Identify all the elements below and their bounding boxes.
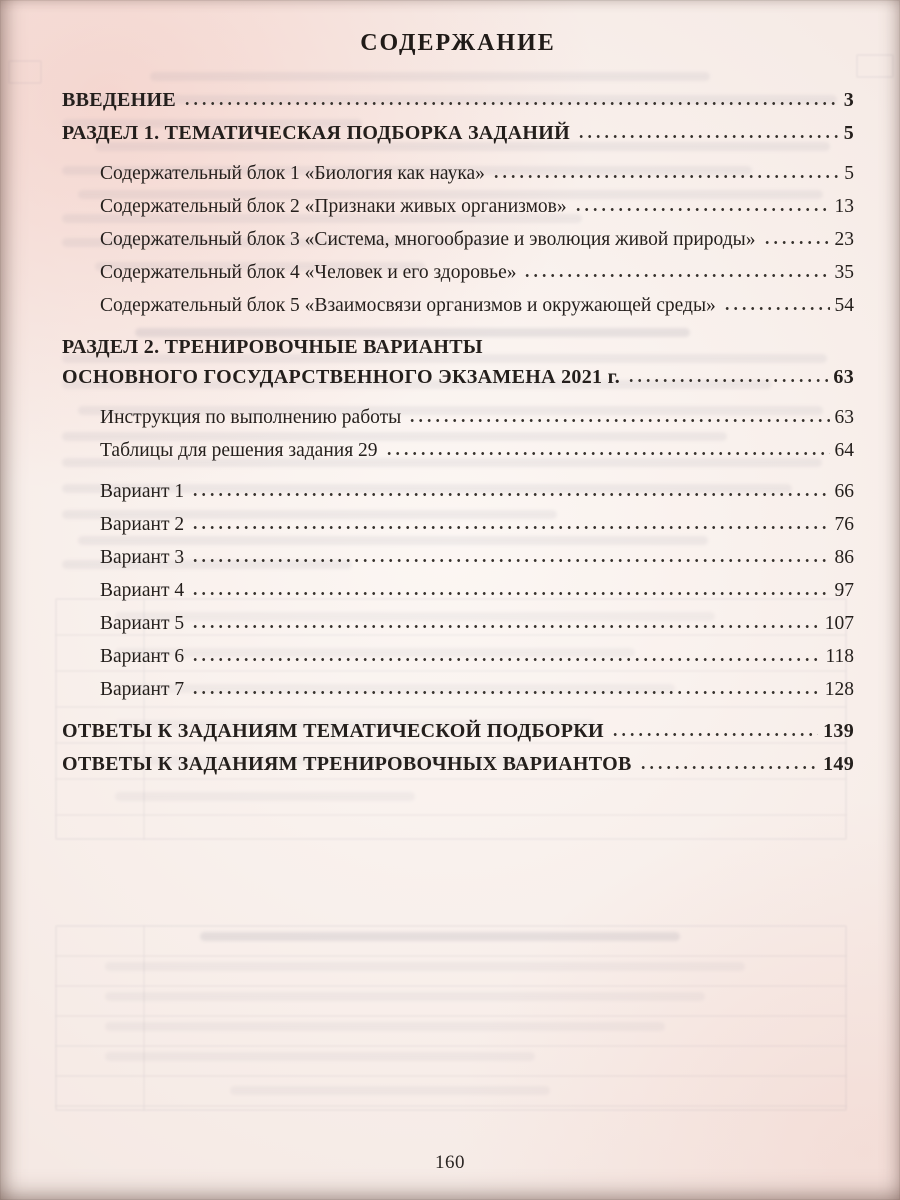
toc-entry bbox=[62, 227, 854, 253]
toc-entry-label: Вариант 4 bbox=[100, 580, 185, 601]
dot-leader bbox=[725, 306, 830, 311]
dot-leader bbox=[579, 134, 839, 139]
dot-leader bbox=[387, 451, 830, 456]
toc-entry-label: Вариант 1 bbox=[100, 481, 185, 502]
dot-leader bbox=[410, 418, 829, 423]
toc-entry-label: Вариант 5 bbox=[100, 613, 185, 634]
toc-entry-page: 13 bbox=[834, 196, 854, 217]
toc-entry bbox=[62, 194, 854, 220]
toc-entry-label: Содержательный блок 1 «Биология как наука» bbox=[100, 163, 485, 184]
toc-entry-page: 5 bbox=[843, 122, 854, 144]
toc-entry bbox=[62, 293, 854, 319]
toc-entry-page: 139 bbox=[823, 720, 854, 742]
dot-leader bbox=[613, 732, 818, 737]
dot-leader bbox=[494, 174, 839, 179]
toc-entry-label: Содержательный блок 2 «Признаки живых организмов» bbox=[100, 196, 567, 217]
toc-entry bbox=[62, 578, 854, 604]
toc-entry-page: 97 bbox=[834, 580, 854, 601]
toc-entry-label: Вариант 7 bbox=[100, 679, 185, 700]
toc-entry-page: 86 bbox=[834, 547, 854, 568]
toc-entry bbox=[62, 512, 854, 538]
toc-entry-page: 54 bbox=[834, 295, 854, 316]
toc-entry-page: 118 bbox=[825, 646, 854, 667]
dot-leader bbox=[193, 690, 820, 695]
toc-entry-label: ОТВЕТЫ К ЗАДАНИЯМ ТЕМАТИЧЕСКОЙ ПОДБОРКИ bbox=[62, 720, 604, 742]
toc-entry-label: Вариант 2 bbox=[100, 514, 185, 535]
toc-entry bbox=[62, 644, 854, 670]
toc-entry bbox=[62, 260, 854, 286]
toc-entry-page: 128 bbox=[824, 679, 854, 700]
toc-entry-label: ОТВЕТЫ К ЗАДАНИЯМ ТРЕНИРОВОЧНЫХ ВАРИАНТОВ bbox=[62, 753, 632, 775]
toc-entry-page: 35 bbox=[834, 262, 854, 283]
toc-entry bbox=[62, 479, 854, 505]
toc-entry bbox=[62, 87, 854, 113]
toc-entry bbox=[62, 334, 854, 390]
toc-entry bbox=[62, 545, 854, 571]
toc-entry-page: 66 bbox=[834, 481, 854, 502]
toc-entry bbox=[62, 161, 854, 187]
toc-list bbox=[62, 87, 854, 777]
toc-entry-label: РАЗДЕЛ 1. ТЕМАТИЧЕСКАЯ ПОДБОРКА ЗАДАНИЙ bbox=[62, 122, 570, 144]
toc-entry-label: Инструкция по выполнению работы bbox=[100, 407, 402, 428]
toc-entry-page: 23 bbox=[834, 229, 854, 250]
page-number: 160 bbox=[435, 1152, 465, 1173]
toc-entry-page: 63 bbox=[833, 366, 854, 388]
toc-entry-page: 149 bbox=[823, 753, 854, 775]
toc-entry-label: Содержательный блок 3 «Система, многообразие и эволюция живой природы» bbox=[100, 229, 756, 250]
toc-entry-label: Таблицы для решения задания 29 bbox=[100, 440, 378, 461]
toc-entry bbox=[62, 718, 854, 744]
toc-entry-page: 63 bbox=[834, 407, 854, 428]
dot-leader bbox=[185, 101, 839, 106]
dot-leader bbox=[193, 657, 820, 662]
dot-leader bbox=[193, 624, 820, 629]
dot-leader bbox=[193, 525, 829, 530]
dot-leader bbox=[765, 240, 830, 245]
dot-leader bbox=[525, 273, 829, 278]
toc-entry-line1: РАЗДЕЛ 2. ТРЕНИРОВОЧНЫЕ ВАРИАНТЫ bbox=[62, 336, 483, 358]
dot-leader bbox=[193, 558, 829, 563]
toc-entry bbox=[62, 751, 854, 777]
toc-entry-page: 64 bbox=[834, 440, 854, 461]
toc-entry bbox=[62, 120, 854, 146]
toc-entry bbox=[62, 611, 854, 637]
toc-entry-page: 107 bbox=[824, 613, 854, 634]
toc-entry-label: Вариант 6 bbox=[100, 646, 185, 667]
toc-entry-page: 5 bbox=[844, 163, 854, 184]
toc-entry-page: 3 bbox=[843, 89, 854, 111]
dot-leader bbox=[641, 765, 818, 770]
toc-entry-label: Вариант 3 bbox=[100, 547, 185, 568]
toc-entry bbox=[62, 405, 854, 431]
dot-leader bbox=[193, 492, 829, 497]
toc-entry-page: 76 bbox=[834, 514, 854, 535]
toc-entry-label: Содержательный блок 4 «Человек и его здоровье» bbox=[100, 262, 517, 283]
toc-entry-label: Содержательный блок 5 «Взаимосвязи организмов и окружающей среды» bbox=[100, 295, 716, 316]
toc-entry-label: ОСНОВНОГО ГОСУДАРСТВЕННОГО ЭКЗАМЕНА 2021 г. bbox=[62, 366, 621, 388]
toc-entry bbox=[62, 677, 854, 703]
toc-entry-label: ВВЕДЕНИЕ bbox=[62, 89, 176, 111]
bleed-through-table bbox=[55, 925, 847, 1111]
dot-leader bbox=[629, 378, 828, 383]
page-title: СОДЕРЖАНИЕ bbox=[360, 30, 556, 56]
dot-leader bbox=[576, 207, 830, 212]
toc-entry bbox=[62, 438, 854, 464]
dot-leader bbox=[193, 591, 829, 596]
